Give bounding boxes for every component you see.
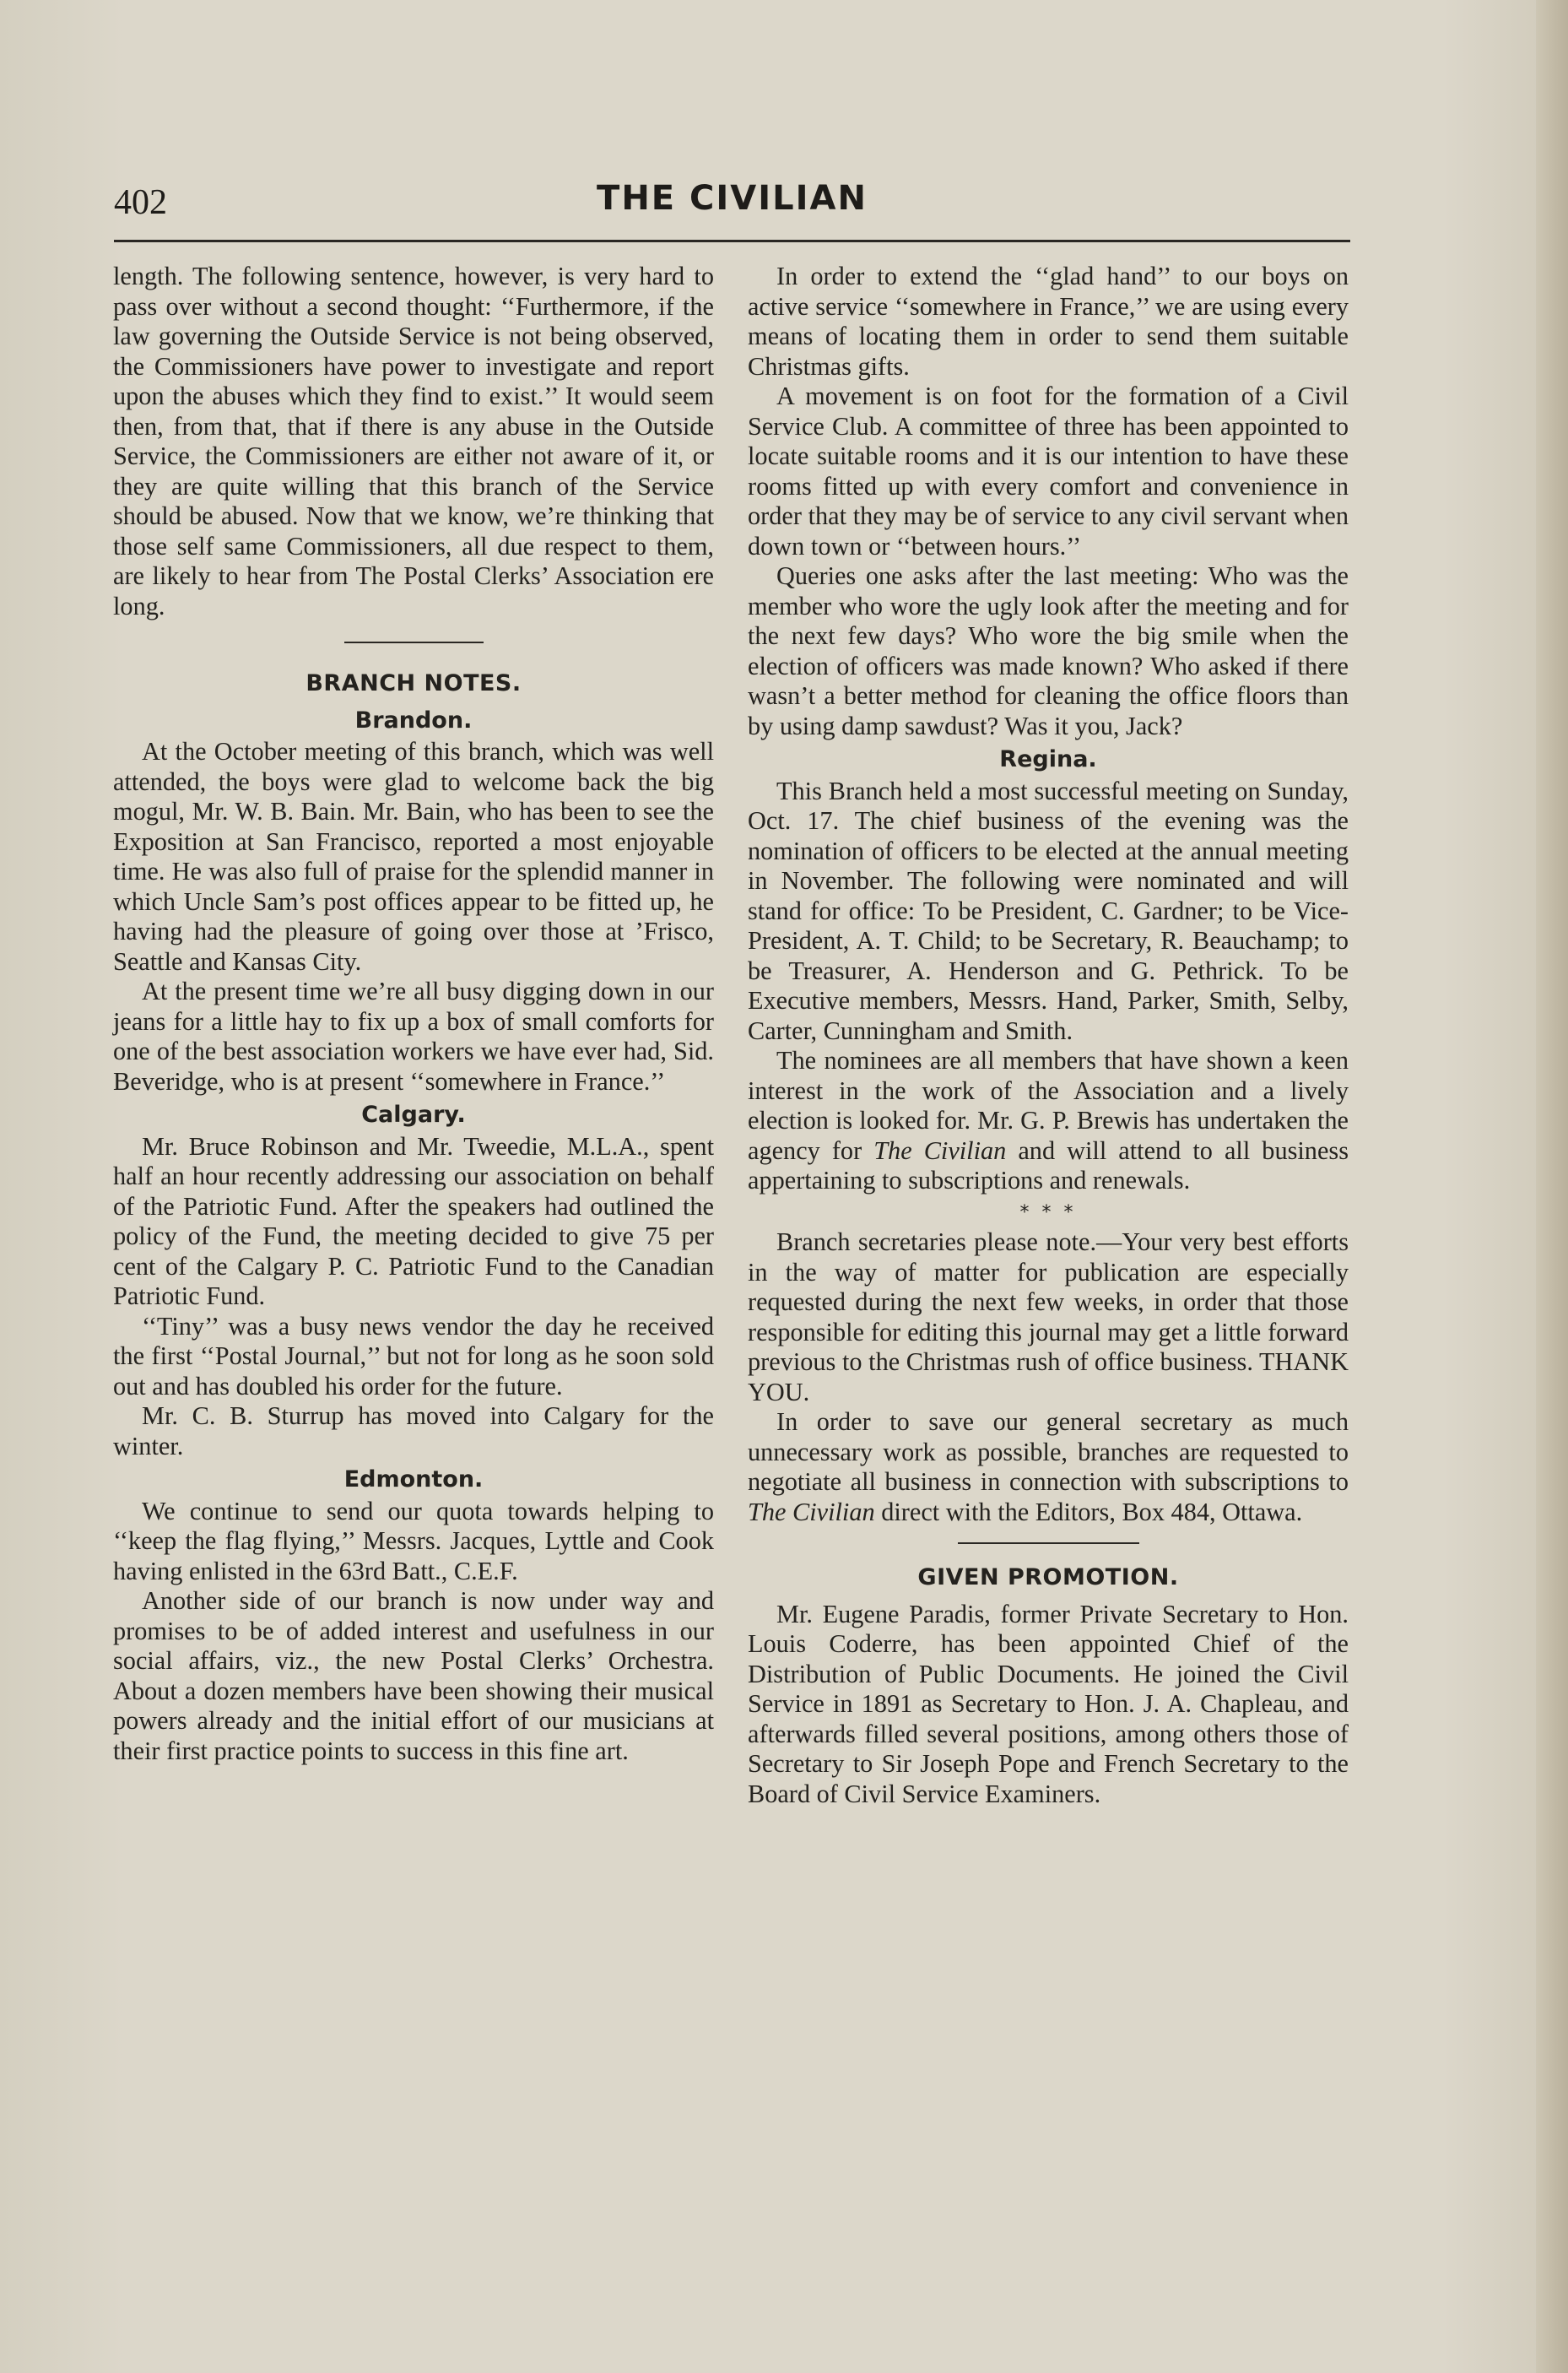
text-run: The nominees are all members that have shown a keen interest in the work of the Association and a lively election is looked for. Mr. G. P. Brewis has undertaken the agency for <box>748 1046 1349 1165</box>
asterism-divider: * * * <box>1019 1201 1077 1223</box>
branch-notes-heading: BRANCH NOTES. <box>305 670 522 696</box>
page-number: 402 <box>114 183 167 222</box>
brandon-heading: Brandon. <box>354 707 473 734</box>
paragraph: Mr. Bruce Robinson and Mr. Tweedie, M.L.A., spent half an hour recently addressing our association on behalf of the Patriotic Fund. After the speakers had outlined the policy of the Fund, the meeting decided to give 75 per cent of the Calgary P. C. Patriotic Fund to the Canadian Patriotic Fund. <box>113 1131 714 1310</box>
paragraph: Another side of our branch is now under way and promises to be of added interest and usefulness in our social affairs, viz., the new Postal Clerks’ Orchestra. About a dozen members have been showing their musical powers already and the initial effort of our musicians at their first practice points to success in this fine art. <box>113 1586 714 1765</box>
paragraph: In order to extend the ‘‘glad hand’’ to our boys on active service ‘‘somewhere in France,’’ we are using every means of locating them in order to send them suitable Christmas gifts. <box>748 262 1349 381</box>
calgary-heading: Calgary. <box>361 1102 466 1128</box>
paragraph: Queries one asks after the last meeting: Who was the member who wore the ugly look after the meeting and for the next few days? Who wore the big smile when the election of officers was made known? Who asked if there wasn’t a better method for cleaning the office floors than by using damp sawdust? Was it you, Jack? <box>748 561 1349 740</box>
paragraph: Mr. C. B. Sturrup has moved into Calgary for the winter. <box>113 1401 714 1460</box>
section-divider <box>344 642 484 643</box>
paragraph: This Branch held a most successful meeting on Sunday, Oct. 17. The chief business of the evening was the nomination of officers to be elected at the annual meeting in November. The following were nominated and will stand for office: To be President, C. Gardner; to be Vice-President, A. T. Child; to be Secretary, R. Beauchamp; to be Treasurer, A. Henderson and G. Pethrick. To be Executive members, Messrs. Hand, Parker, Smith, Selby, Carter, Cunningham and Smith. <box>748 776 1349 1045</box>
paragraph: At the present time we’re all busy digging down in our jeans for a little hay to fix up a box of small comforts for one of the best association workers we have ever had, Sid. Beveridge, who is at present ‘‘somewhere in France.’’ <box>113 977 714 1096</box>
paragraph: We continue to send our quota towards helping to ‘‘keep the flag flying,’’ Messrs. Jacques, Lyttle and Cook having enlisted in the 63rd Batt., C.E.F. <box>113 1496 714 1585</box>
publication-title: The Civilian <box>748 1497 875 1526</box>
page-header <box>114 179 1350 238</box>
page-spine <box>1536 0 1568 2373</box>
text-run: and will attend to all business appertaining to subscriptions and renewals. <box>748 1135 1349 1195</box>
paragraph: A movement is on foot for the formation of a Civil Service Club. A committee of three has been appointed to locate suitable rooms and it is our intention to have these rooms fitted up with every comfort and convenience in order that they may be of service to any civil servant when down town or ‘‘between hours.’’ <box>748 382 1349 561</box>
paragraph: At the October meeting of this branch, which was well attended, the boys were glad to welcome back the big mogul, Mr. W. B. Bain. Mr. Bain, who has been to see the Exposition at San Francisco, reported a most enjoyable time. He was also full of praise for the splendid manner in which Uncle Sam’s post offices appear to be fitted up, he having had the pleasure of going over those at ’Frisco, Seattle and Kansas City. <box>113 737 714 976</box>
left-column <box>113 262 714 1766</box>
text-run: In order to save our general secretary as much unnecessary work as possible, branches are requested to negotiate all business in connection with subscriptions to <box>748 1407 1349 1496</box>
publication-title: The Civilian <box>873 1135 1007 1165</box>
section-divider <box>958 1542 1139 1544</box>
edmonton-heading: Edmonton. <box>343 1466 484 1493</box>
paragraph: ‘‘Tiny’’ was a busy news vendor the day he received the first ‘‘Postal Journal,’’ but not for long as he soon sold out and has doubled his order for the future. <box>113 1311 714 1401</box>
header-rule <box>114 240 1350 242</box>
regina-heading: Regina. <box>999 746 1097 772</box>
running-title: THE CIVILIAN <box>597 179 868 218</box>
paragraph <box>748 1407 1349 1527</box>
paragraph: Branch secretaries please note.—Your very best efforts in the way of matter for publication are especially requested during the next few weeks, in order that those responsible for editing this journal may get a little forward previous to the Christmas rush of office business. THANK YOU. <box>748 1227 1349 1406</box>
paragraph: Mr. Eugene Paradis, former Private Secretary to Hon. Louis Coderre, has been appointed Chief of the Distribution of Public Documents. He joined the Civil Service in 1891 as Secretary to Hon. J. A. Chapleau, and afterwards filled several positions, among others those of Secretary to Sir Joseph Pope and French Secretary to the Board of Civil Service Examiners. <box>748 1599 1349 1808</box>
given-promotion-heading: GIVEN PROMOTION. <box>917 1564 1179 1590</box>
text-run: direct with the Editors, Box 484, Ottawa. <box>874 1497 1303 1526</box>
right-column <box>748 262 1349 1809</box>
paragraph: length. The following sentence, however, is very hard to pass over without a second thought: ‘‘Furthermore, if the law governing the Outside Service is not being observed, the Commissioners have power to investigate and report upon the abuses which they find to exist.’’ It would seem then, from that, that if there is any abuse in the Outside Service, the Commissioners are either not aware of it, or they are quite willing that this branch of the Service should be abused. Now that we know, we’re thinking that those self same Commissioners, all due respect to them, are likely to hear from The Postal Clerks’ Association ere long. <box>113 262 714 620</box>
paragraph <box>748 1046 1349 1196</box>
